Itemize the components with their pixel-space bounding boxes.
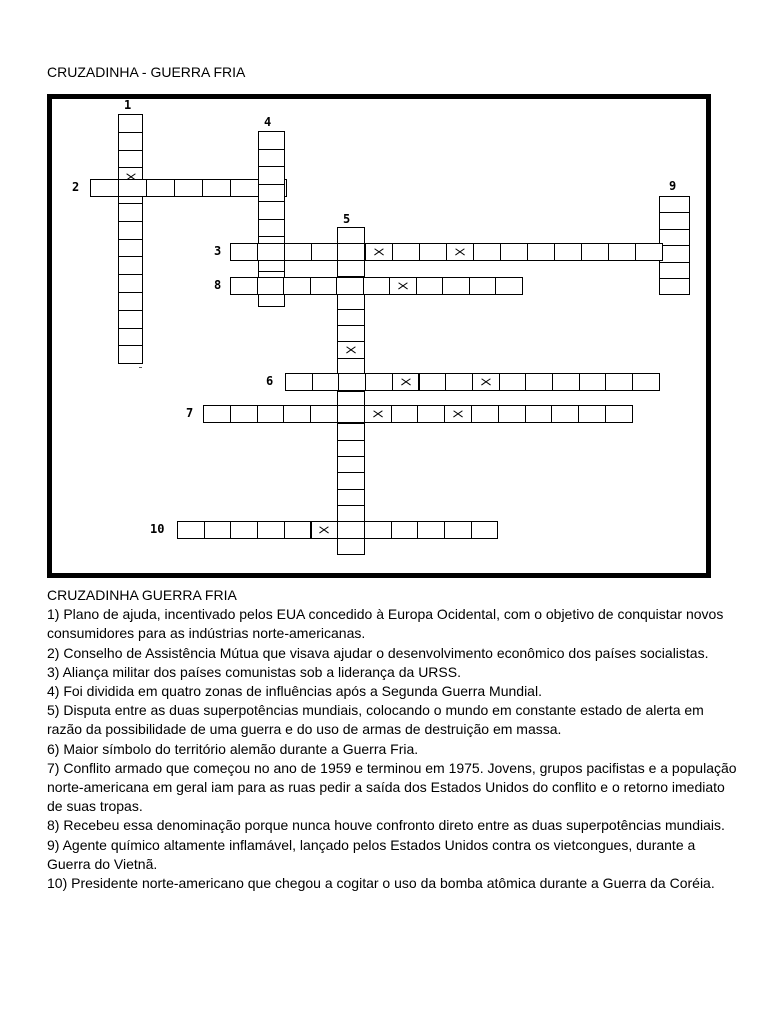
crossword-cell-9-6[interactable]: [659, 278, 690, 295]
crossword-cell-7-6[interactable]: [337, 405, 365, 423]
clue-6: 6) Maior símbolo do território alemão durante a Guerra Fria.: [47, 740, 419, 757]
crossword-cell-9-2[interactable]: [659, 212, 690, 229]
crossword-cell-4-5[interactable]: [258, 201, 285, 220]
clue-1: 1) Plano de ajuda, incentivado pelos EUA concedido à Europa Ocidental, com o objetivo de conquistar novos consumidores para as indústrias norte-americanas.: [47, 606, 724, 642]
crossword-cell-8-8[interactable]: [416, 277, 444, 295]
crossword-cell-1-12[interactable]: [118, 310, 143, 329]
clue-number-label-7: 7: [186, 406, 194, 420]
crossword-cell-7-11[interactable]: [471, 405, 499, 423]
crossword-cell-1-2[interactable]: [118, 132, 143, 151]
crossword-cell-9-5[interactable]: [659, 262, 690, 279]
crossword-cell-9-4[interactable]: [659, 245, 690, 262]
crossword-cell-9-1[interactable]: [659, 196, 690, 213]
crossword-cell-5-20[interactable]: [337, 538, 365, 555]
clue-number-label-1: 1: [124, 98, 132, 112]
crossword-cell-7-14[interactable]: [551, 405, 579, 423]
stray-mark: [139, 367, 142, 368]
clue-number-label-4: 4: [264, 115, 272, 129]
crossword-cell-3-7[interactable]: [392, 243, 420, 261]
crossword-cell-5-2[interactable]: [337, 243, 365, 260]
crossword-cell-3-12[interactable]: [527, 243, 555, 261]
crossword-cell-6-11[interactable]: [552, 373, 580, 391]
crossword-cell-3-3[interactable]: [284, 243, 312, 261]
crossword-cell-10-1[interactable]: [177, 521, 205, 539]
crossword-cell-2-2[interactable]: [118, 179, 147, 197]
x-mark-icon: [365, 243, 393, 261]
clues-heading: CRUZADINHA GUERRA FRIA: [47, 587, 237, 603]
crossword-cell-6-12[interactable]: [579, 373, 607, 391]
crossword-cell-1-6[interactable]: [118, 203, 143, 222]
crossword-cell-7-3[interactable]: [257, 405, 285, 423]
crossword-cell-10-12[interactable]: [471, 521, 499, 539]
clue-3: 3) Aliança militar dos países comunistas sob a liderança da URSS.: [47, 663, 461, 680]
crossword-cell-7-1[interactable]: [203, 405, 231, 423]
clue-number-label-10: 10: [150, 522, 165, 536]
x-mark-icon: [364, 405, 392, 423]
crossword-cell-4-6[interactable]: [258, 219, 285, 238]
x-mark-icon: [337, 341, 365, 358]
crossword-cell-7-2[interactable]: [230, 405, 258, 423]
clue-2: 2) Conselho de Assistência Mútua que visava ajudar o desenvolvimento econômico dos países socialistas.: [47, 644, 709, 661]
crossword-cell-2-4[interactable]: [174, 179, 203, 197]
crossword-cell-7-5[interactable]: [310, 405, 338, 423]
crossword-cell-10-3[interactable]: [230, 521, 258, 539]
crossword-cell-2-5[interactable]: [202, 179, 231, 197]
crossword-cell-5-3[interactable]: [337, 260, 365, 277]
page-title: CRUZADINHA - GUERRA FRIA: [47, 64, 246, 80]
crossword-cell-4-2[interactable]: [258, 149, 285, 168]
crossword-cell-1-1[interactable]: [118, 114, 143, 133]
crossword-cell-1-3[interactable]: [118, 150, 143, 169]
crossword-cell-3-1[interactable]: [230, 243, 258, 261]
crossword-cell-1-14[interactable]: [118, 345, 143, 364]
crossword-cell-5-16[interactable]: [337, 472, 365, 489]
crossword-cell-7-13[interactable]: [525, 405, 553, 423]
crossword-cell-5-18[interactable]: [337, 505, 365, 522]
crossword-cell-4-3[interactable]: [258, 166, 285, 185]
crossword-cell-8-9[interactable]: [442, 277, 470, 295]
crossword-cell-6-4[interactable]: [365, 373, 393, 391]
crossword-cell-10-7[interactable]: [337, 521, 365, 539]
x-mark-icon: [389, 277, 417, 295]
crossword-cell-6-7[interactable]: [445, 373, 473, 391]
crossword-cell-1-11[interactable]: [118, 292, 143, 311]
crossword-cell-10-10[interactable]: [417, 521, 445, 539]
crossword-cell-5-15[interactable]: [337, 456, 365, 473]
crossword-cell-2-3[interactable]: [146, 179, 175, 197]
crossword-cell-6-14[interactable]: [632, 373, 660, 391]
crossword-cell-6-9[interactable]: [499, 373, 527, 391]
crossword-cell-8-10[interactable]: [469, 277, 497, 295]
crossword-cell-8-3[interactable]: [283, 277, 311, 295]
crossword-cell-5-1[interactable]: [337, 227, 365, 244]
x-mark-icon: [311, 521, 339, 539]
crossword-cell-7-12[interactable]: [498, 405, 526, 423]
crossword-cell-3-16[interactable]: [635, 243, 663, 261]
crossword-cell-3-11[interactable]: [500, 243, 528, 261]
crossword-frame: [47, 94, 711, 578]
crossword-cell-6-10[interactable]: [525, 373, 553, 391]
crossword-cell-4-4[interactable]: [258, 184, 285, 203]
crossword-cell-5-17[interactable]: [337, 489, 365, 506]
crossword-cell-6-3[interactable]: [338, 373, 366, 391]
clue-4: 4) Foi dividida em quatro zonas de influências após a Segunda Guerra Mundial.: [47, 683, 542, 700]
crossword-cell-5-6[interactable]: [337, 309, 365, 326]
crossword-cell-6-1[interactable]: [285, 373, 313, 391]
crossword-cell-6-2[interactable]: [312, 373, 340, 391]
crossword-cell-8-4[interactable]: [310, 277, 338, 295]
clue-8: 8) Recebeu essa denominação porque nunca houve confronto direto entre as duas superpotências mundiais.: [47, 817, 725, 834]
crossword-cell-1-9[interactable]: [118, 256, 143, 275]
crossword-cell-10-2[interactable]: [204, 521, 232, 539]
crossword-cell-7-4[interactable]: [283, 405, 311, 423]
crossword-cell-3-8[interactable]: [419, 243, 447, 261]
crossword-cell-8-6[interactable]: [363, 277, 391, 295]
crossword-cell-3-2[interactable]: [257, 243, 285, 261]
crossword-cell-1-8[interactable]: [118, 239, 143, 258]
crossword-cell-3-14[interactable]: [581, 243, 609, 261]
clue-5: 5) Disputa entre as duas superpotências mundiais, colocando o mundo em constante estado de alerta em razão da possibilidade de uma guerra e do uso de armas de destruição em massa.: [47, 702, 704, 738]
x-mark-icon: [392, 373, 420, 391]
x-mark-icon: [472, 373, 500, 391]
crossword-cell-8-11[interactable]: [495, 277, 523, 295]
crossword-cell-6-6[interactable]: [419, 373, 447, 391]
crossword-cell-3-13[interactable]: [554, 243, 582, 261]
clue-10: 10) Presidente norte-americano que chegou a cogitar o uso da bomba atômica durante a Guerra da Coréia.: [47, 875, 715, 892]
crossword-cell-7-16[interactable]: [605, 405, 633, 423]
crossword-cell-10-11[interactable]: [444, 521, 472, 539]
crossword-cell-3-15[interactable]: [608, 243, 636, 261]
crossword-cell-8-1[interactable]: [230, 277, 258, 295]
crossword-cell-5-13[interactable]: [337, 423, 365, 440]
crossword-cell-1-10[interactable]: [118, 274, 143, 293]
clue-number-label-6: 6: [266, 374, 274, 388]
crossword-cell-10-9[interactable]: [391, 521, 419, 539]
crossword-cell-9-3[interactable]: [659, 229, 690, 246]
crossword-cell-6-13[interactable]: [605, 373, 633, 391]
crossword-cell-10-5[interactable]: [284, 521, 312, 539]
crossword-cell-8-5[interactable]: [336, 277, 364, 295]
clue-number-label-9: 9: [669, 179, 677, 193]
crossword-cell-7-8[interactable]: [391, 405, 419, 423]
crossword-cell-3-4[interactable]: [311, 243, 339, 261]
crossword-cell-7-9[interactable]: [417, 405, 445, 423]
crossword-cell-5-14[interactable]: [337, 440, 365, 457]
x-mark-icon: [446, 243, 474, 261]
crossword-cell-1-7[interactable]: [118, 221, 143, 240]
clue-number-label-5: 5: [343, 212, 351, 226]
clue-9: 9) Agente químico altamente inflamável, lançado pelos Estados Unidos contra os vietcongues, durante a Guerra do Vietnã.: [47, 836, 696, 872]
clue-number-label-3: 3: [214, 244, 222, 258]
x-mark-icon: [444, 405, 472, 423]
crossword-cell-7-15[interactable]: [578, 405, 606, 423]
clue-number-label-8: 8: [214, 278, 222, 292]
crossword-cell-10-4[interactable]: [257, 521, 285, 539]
crossword-cell-4-1[interactable]: [258, 131, 285, 150]
clue-number-label-2: 2: [72, 180, 80, 194]
crossword-cell-3-10[interactable]: [473, 243, 501, 261]
crossword-cell-2-1[interactable]: [90, 179, 119, 197]
crossword-cell-10-8[interactable]: [364, 521, 392, 539]
clues-section: [47, 586, 737, 893]
crossword-cell-8-2[interactable]: [257, 277, 285, 295]
clue-7: 7) Conflito armado que começou no ano de 1959 e terminou em 1975. Jovens, grupos pacifistas e a população norte-americana em geral iam para as ruas pedir a saída dos Estados Unidos do conflito e o retorno imediato de suas tropas.: [47, 759, 737, 815]
crossword-cell-1-13[interactable]: [118, 328, 143, 347]
crossword-cell-2-6[interactable]: [230, 179, 259, 197]
crossword-cell-5-7[interactable]: [337, 325, 365, 342]
